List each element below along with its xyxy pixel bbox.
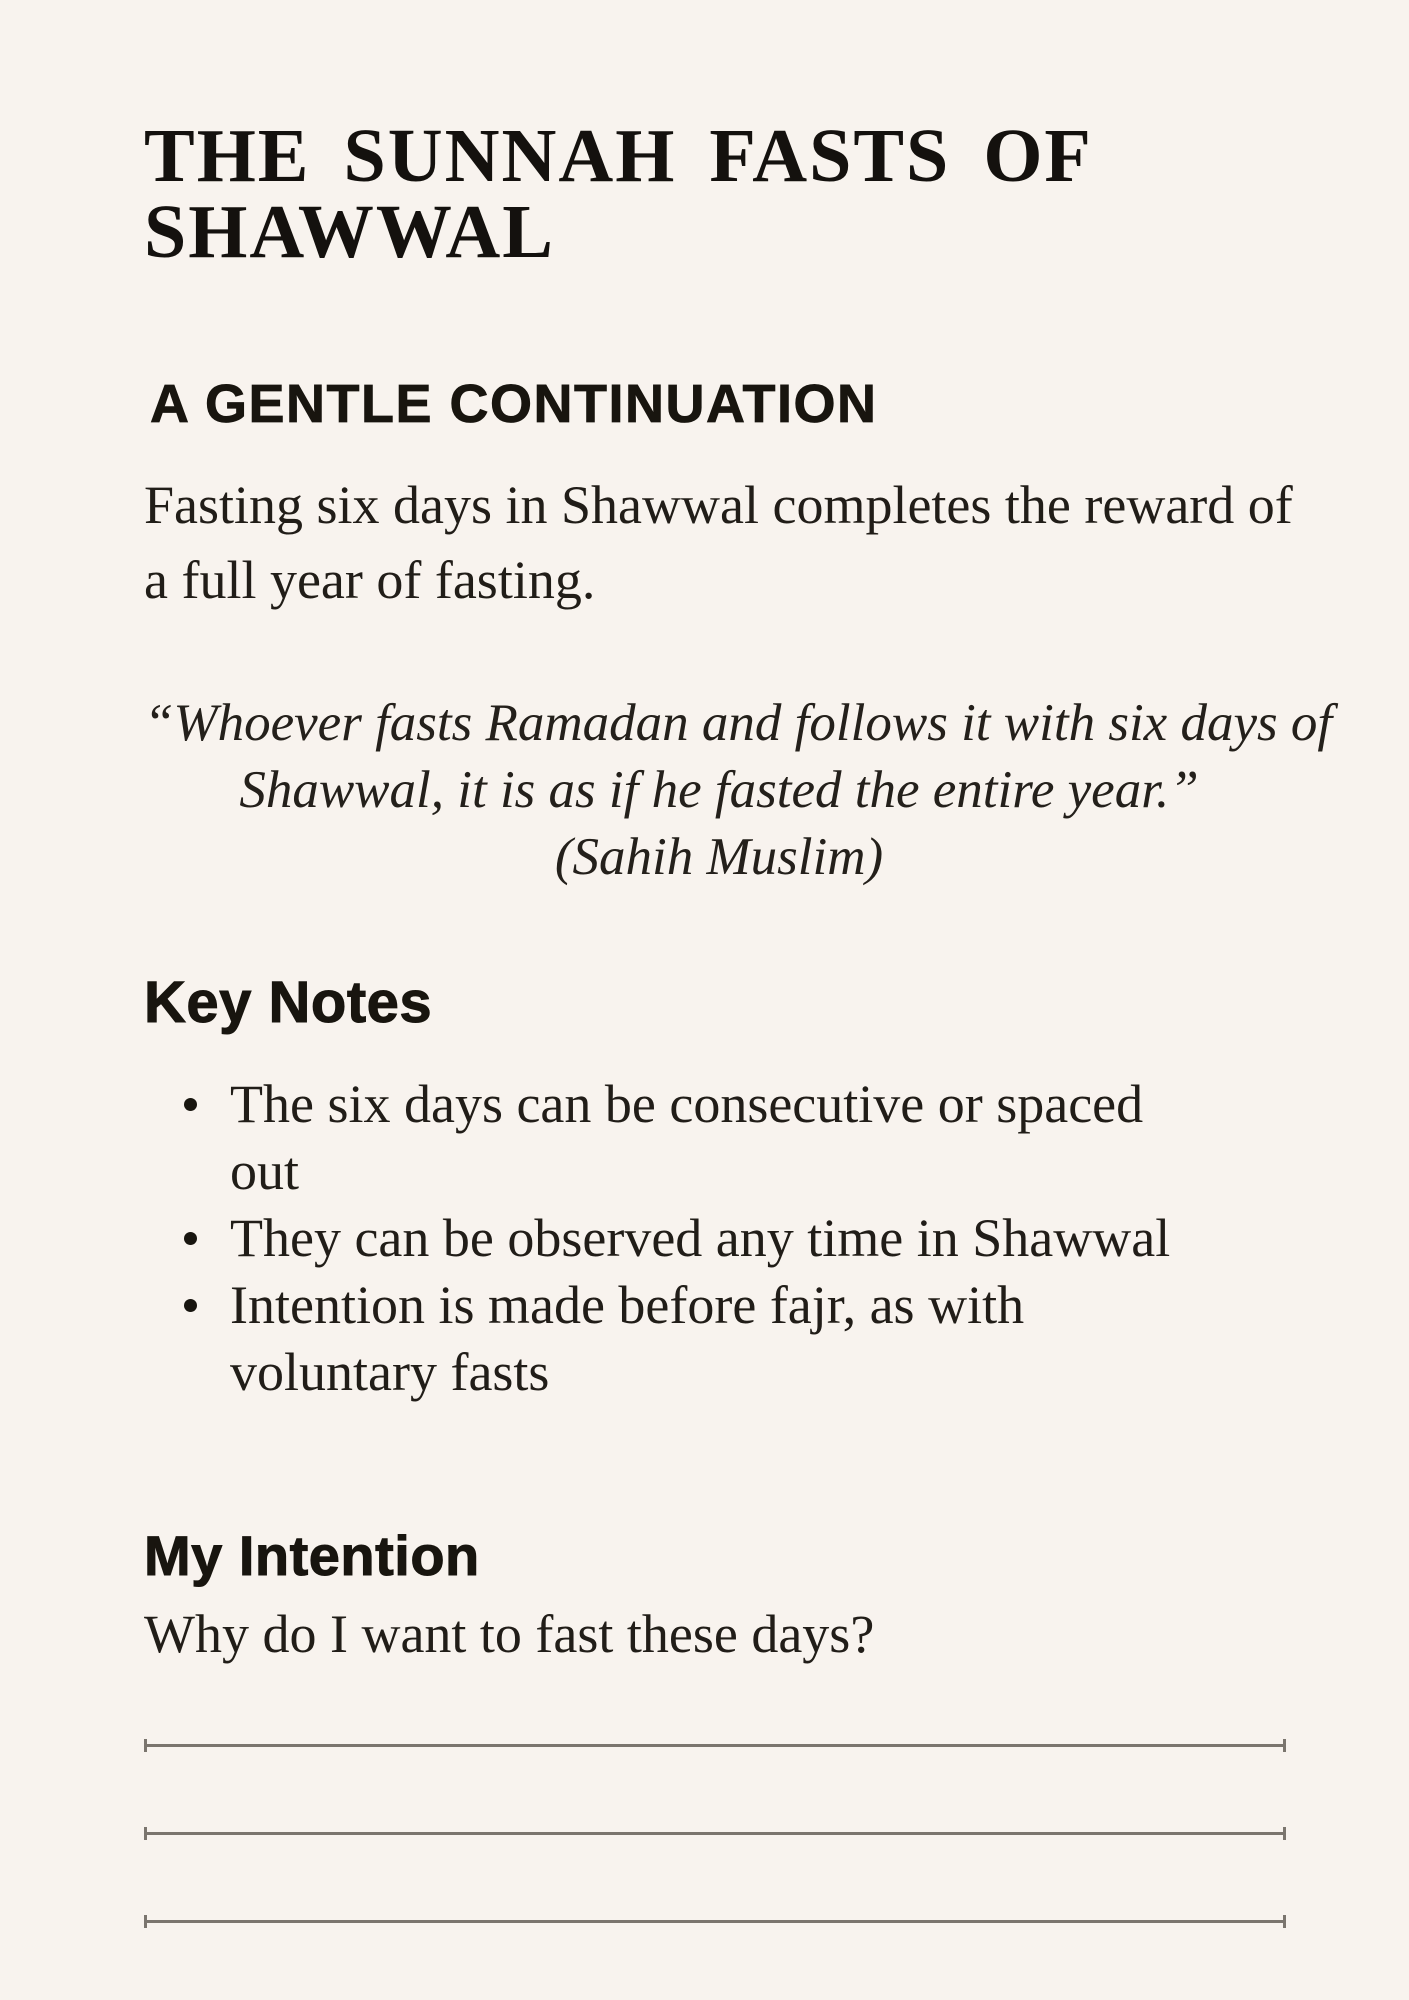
answer-line: [144, 1915, 1286, 1928]
list-item: [144, 1205, 1208, 1272]
answer-lines: [144, 1739, 1286, 1928]
key-notes-heading: Key Notes: [144, 970, 433, 1035]
answer-line: [144, 1739, 1286, 1752]
hadith-quote-source: (Sahih Muslim): [554, 828, 884, 886]
page-title-line-1: THE SUNNAH FASTS OF: [144, 114, 1093, 198]
list-item: [144, 1071, 1208, 1205]
bullet-icon: [184, 1299, 197, 1312]
my-intention-heading: My Intention: [144, 1524, 480, 1587]
my-intention-prompt: Why do I want to fast these days?: [144, 1604, 875, 1664]
list-item-text: They can be observed any time in Shawwal: [230, 1208, 1171, 1268]
bullet-icon: [184, 1232, 197, 1245]
list-item-text: Intention is made before fajr, as with voluntary fasts: [230, 1275, 1025, 1402]
hadith-quote-line-1: “Whoever fasts Ramadan and follows it with six days of: [144, 694, 1333, 752]
bullet-icon: [184, 1098, 197, 1111]
list-item-text: The six days can be consecutive or spaced out: [230, 1074, 1144, 1201]
key-notes-list: [144, 1071, 1208, 1406]
intro-paragraph: [144, 468, 1294, 618]
page-title: [144, 114, 1294, 274]
list-item: [144, 1272, 1208, 1406]
intro-paragraph-line-1: Fasting six days in Shawwal completes the reward of: [144, 475, 1293, 535]
intro-heading: A GENTLE CONTINUATION: [150, 374, 878, 434]
answer-line: [144, 1827, 1286, 1840]
hadith-quote: [144, 690, 1333, 891]
page-content: [0, 114, 1409, 1928]
page-title-line-2: SHAWWAL: [144, 190, 555, 274]
hadith-quote-line-2: Shawwal, it is as if he fasted the entire year.”: [239, 761, 1199, 819]
intro-paragraph-line-2: a full year of fasting.: [144, 550, 596, 610]
